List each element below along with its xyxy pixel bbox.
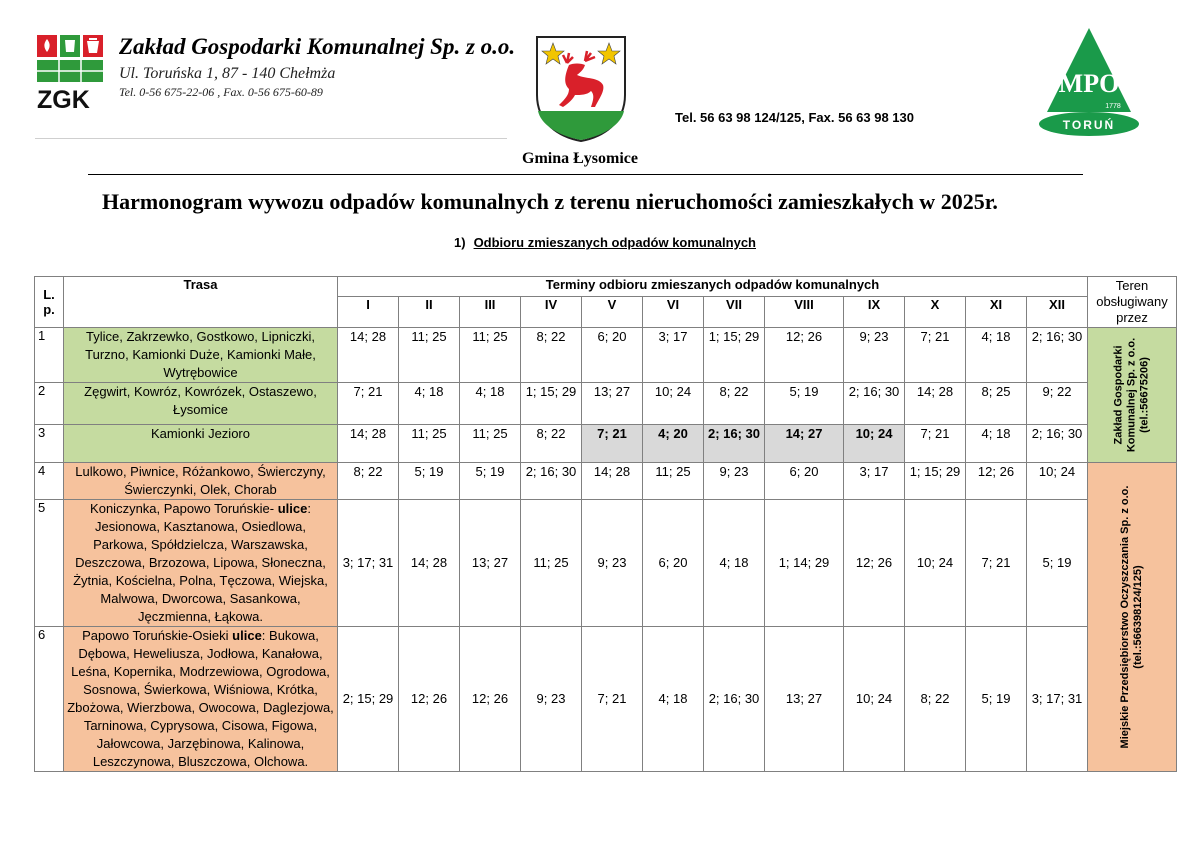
month-header-VIII: VIII xyxy=(765,297,844,328)
route-cell xyxy=(64,500,338,627)
column-header-lp: L. p. xyxy=(35,277,64,328)
date-cell-II: 12; 26 xyxy=(399,627,460,772)
date-cell-IX: 10; 24 xyxy=(844,425,905,463)
date-cell-IV: 8; 22 xyxy=(521,328,582,383)
date-cell-I: 7; 21 xyxy=(338,383,399,425)
date-cell-III: 13; 27 xyxy=(460,500,521,627)
month-header-I: I xyxy=(338,297,399,328)
mpo-logo-city: TORUŃ xyxy=(1062,118,1116,132)
phone-fax-line: Tel. 56 63 98 124/125, Fax. 56 63 98 130 xyxy=(675,110,915,125)
date-cell-V: 9; 23 xyxy=(582,500,643,627)
table-row xyxy=(35,463,1177,500)
month-header-VI: VI xyxy=(643,297,704,328)
collection-schedule-table xyxy=(34,276,1177,772)
month-header-III: III xyxy=(460,297,521,328)
row-number: 3 xyxy=(35,425,64,463)
table-row xyxy=(35,328,1177,383)
date-cell-X: 1; 15; 29 xyxy=(905,463,966,500)
date-cell-VI: 10; 24 xyxy=(643,383,704,425)
date-cell-X: 14; 28 xyxy=(905,383,966,425)
date-cell-VIII: 1; 14; 29 xyxy=(765,500,844,627)
route-text: : Bukowa, Dębowa, Heweliusza, Jodłowa, Kanałowa, Leśna, Kopernika, Modrzewiowa, Ogrodowa, Sosnowa, Świerkowa, Wiśniowa, Krótka, Zbożowa, Wierzbowa, Owocowa, Daglezjowa, Tarninowa, Cyprysowa, Cisowa, Figowa, Jałowcowa, Jarzębinowa, Kalinowa, Leszczynowa, Bluszczowa, Olchowa. xyxy=(67,628,334,769)
operator-zgk-cell xyxy=(1088,328,1177,463)
date-cell-XII: 3; 17; 31 xyxy=(1027,627,1088,772)
route-prefix: Koniczynka, Papowo Toruńskie- xyxy=(90,501,278,516)
date-cell-II: 5; 19 xyxy=(399,463,460,500)
company-name: Zakład Gospodarki Komunalnej Sp. z o.o. xyxy=(119,34,516,59)
date-cell-VI: 3; 17 xyxy=(643,328,704,383)
date-cell-X: 7; 21 xyxy=(905,328,966,383)
date-cell-VIII: 14; 27 xyxy=(765,425,844,463)
date-cell-II: 14; 28 xyxy=(399,500,460,627)
mpo-torun-logo xyxy=(1035,26,1143,138)
document-title: Harmonogram wywozu odpadów komunalnych z terenu nieruchomości zamieszkałych w 2025r. xyxy=(102,189,998,214)
operator-mpo-cell xyxy=(1088,463,1177,772)
table-row xyxy=(35,383,1177,425)
date-cell-IX: 3; 17 xyxy=(844,463,905,500)
date-cell-IX: 12; 26 xyxy=(844,500,905,627)
date-cell-XII: 10; 24 xyxy=(1027,463,1088,500)
month-header-XII: XII xyxy=(1027,297,1088,328)
company-header xyxy=(35,32,516,139)
route-cell: Lulkowo, Piwnice, Różankowo, Świerczyny, Świerczynki, Olek, Chorab xyxy=(64,463,338,500)
row-number: 4 xyxy=(35,463,64,500)
date-cell-IV: 9; 23 xyxy=(521,627,582,772)
date-cell-X: 7; 21 xyxy=(905,425,966,463)
date-cell-VII: 8; 22 xyxy=(704,383,765,425)
route-prefix: Papowo Toruńskie-Osieki xyxy=(82,628,233,643)
date-cell-IX: 9; 23 xyxy=(844,328,905,383)
date-cell-IV: 8; 22 xyxy=(521,425,582,463)
date-cell-IX: 2; 16; 30 xyxy=(844,383,905,425)
table-row xyxy=(35,425,1177,463)
date-cell-IX: 10; 24 xyxy=(844,627,905,772)
section-number: 1) xyxy=(454,235,466,250)
date-cell-VI: 4; 20 xyxy=(643,425,704,463)
date-cell-VII: 2; 16; 30 xyxy=(704,425,765,463)
coat-of-arms-emblem xyxy=(533,33,629,143)
date-cell-V: 7; 21 xyxy=(582,627,643,772)
header-divider xyxy=(88,174,1083,175)
date-cell-VII: 2; 16; 30 xyxy=(704,627,765,772)
month-header-V: V xyxy=(582,297,643,328)
date-cell-VI: 4; 18 xyxy=(643,627,704,772)
column-header-route: Trasa xyxy=(64,277,338,328)
municipality-name: Gmina Łysomice xyxy=(522,150,638,167)
month-header-X: X xyxy=(905,297,966,328)
date-cell-VIII: 5; 19 xyxy=(765,383,844,425)
month-header-XI: XI xyxy=(966,297,1027,328)
zgk-logo-text: ZGK xyxy=(37,86,90,110)
route-cell: Zęgwirt, Kowróz, Kowrózek, Ostaszewo, Łysomice xyxy=(64,383,338,425)
date-cell-III: 4; 18 xyxy=(460,383,521,425)
column-header-dates: Terminy odbioru zmieszanych odpadów komunalnych xyxy=(338,277,1088,297)
date-cell-I: 8; 22 xyxy=(338,463,399,500)
date-cell-II: 11; 25 xyxy=(399,328,460,383)
section-heading xyxy=(0,235,1200,250)
row-number: 1 xyxy=(35,328,64,383)
operator-mpo-label: Miejskie Przedsiębiorstwo Oczyszczania Sp. z o.o. (tel.:566398124/125) xyxy=(1119,485,1144,749)
row-number: 5 xyxy=(35,500,64,627)
month-header-II: II xyxy=(399,297,460,328)
date-cell-III: 12; 26 xyxy=(460,627,521,772)
date-cell-VI: 6; 20 xyxy=(643,500,704,627)
route-cell: Tylice, Zakrzewko, Gostkowo, Lipniczki, Turzno, Kamionki Duże, Kamionki Małe, Wytrębowice xyxy=(64,328,338,383)
route-text: : Jesionowa, Kasztanowa, Osiedlowa, Parkowa, Spółdzielcza, Warszawska, Deszczowa, Brzozowa, Lipowa, Słoneczna, Żytnia, Kościelna, Polna, Tęczowa, Wiejska, Malwowa, Dworcowa, Sasankowa, Jęczmienna, Łąkowa. xyxy=(73,501,328,624)
date-cell-XI: 4; 18 xyxy=(966,328,1027,383)
date-cell-I: 3; 17; 31 xyxy=(338,500,399,627)
date-cell-I: 2; 15; 29 xyxy=(338,627,399,772)
date-cell-VI: 11; 25 xyxy=(643,463,704,500)
schedule-rows xyxy=(35,328,1177,772)
month-header-IX: IX xyxy=(844,297,905,328)
date-cell-III: 5; 19 xyxy=(460,463,521,500)
mpo-logo-year: 1778 xyxy=(1105,103,1121,110)
month-header-VII: VII xyxy=(704,297,765,328)
route-cell: Kamionki Jezioro xyxy=(64,425,338,463)
date-cell-III: 11; 25 xyxy=(460,328,521,383)
month-header-IV: IV xyxy=(521,297,582,328)
date-cell-VII: 1; 15; 29 xyxy=(704,328,765,383)
date-cell-XI: 7; 21 xyxy=(966,500,1027,627)
date-cell-III: 11; 25 xyxy=(460,425,521,463)
date-cell-VIII: 6; 20 xyxy=(765,463,844,500)
operator-zgk-label: Zakład Gospodarki Komunalnej Sp. z o.o. (tel.:56675206) xyxy=(1112,337,1151,453)
date-cell-V: 14; 28 xyxy=(582,463,643,500)
company-contact: Tel. 0-56 675-22-06 , Fax. 0-56 675-60-89 xyxy=(119,85,323,99)
row-number: 6 xyxy=(35,627,64,772)
date-cell-V: 13; 27 xyxy=(582,383,643,425)
date-cell-X: 8; 22 xyxy=(905,627,966,772)
date-cell-I: 14; 28 xyxy=(338,328,399,383)
date-cell-IV: 1; 15; 29 xyxy=(521,383,582,425)
date-cell-XII: 2; 16; 30 xyxy=(1027,425,1088,463)
date-cell-V: 7; 21 xyxy=(582,425,643,463)
date-cell-XII: 5; 19 xyxy=(1027,500,1088,627)
date-cell-IV: 2; 16; 30 xyxy=(521,463,582,500)
section-title: Odbioru zmieszanych odpadów komunalnych xyxy=(473,235,756,250)
date-cell-II: 4; 18 xyxy=(399,383,460,425)
date-cell-VII: 4; 18 xyxy=(704,500,765,627)
company-address: Ul. Toruńska 1, 87 - 140 Chełmża xyxy=(119,65,336,82)
date-cell-XI: 4; 18 xyxy=(966,425,1027,463)
date-cell-VII: 9; 23 xyxy=(704,463,765,500)
route-streets-label: ulice xyxy=(277,501,308,516)
date-cell-XII: 2; 16; 30 xyxy=(1027,328,1088,383)
mpo-logo-letters: MPO xyxy=(1058,69,1120,98)
date-cell-V: 6; 20 xyxy=(582,328,643,383)
date-cell-XI: 5; 19 xyxy=(966,627,1027,772)
date-cell-X: 10; 24 xyxy=(905,500,966,627)
date-cell-IV: 11; 25 xyxy=(521,500,582,627)
route-cell xyxy=(64,627,338,772)
date-cell-XI: 8; 25 xyxy=(966,383,1027,425)
date-cell-VIII: 12; 26 xyxy=(765,328,844,383)
date-cell-II: 11; 25 xyxy=(399,425,460,463)
row-number: 2 xyxy=(35,383,64,425)
column-header-area: Teren obsługiwany przez xyxy=(1088,277,1177,328)
date-cell-XII: 9; 22 xyxy=(1027,383,1088,425)
date-cell-XI: 12; 26 xyxy=(966,463,1027,500)
table-row xyxy=(35,627,1177,772)
date-cell-I: 14; 28 xyxy=(338,425,399,463)
route-streets-label: ulice xyxy=(232,628,262,643)
zgk-logo xyxy=(35,32,113,110)
date-cell-VIII: 13; 27 xyxy=(765,627,844,772)
table-row xyxy=(35,500,1177,627)
